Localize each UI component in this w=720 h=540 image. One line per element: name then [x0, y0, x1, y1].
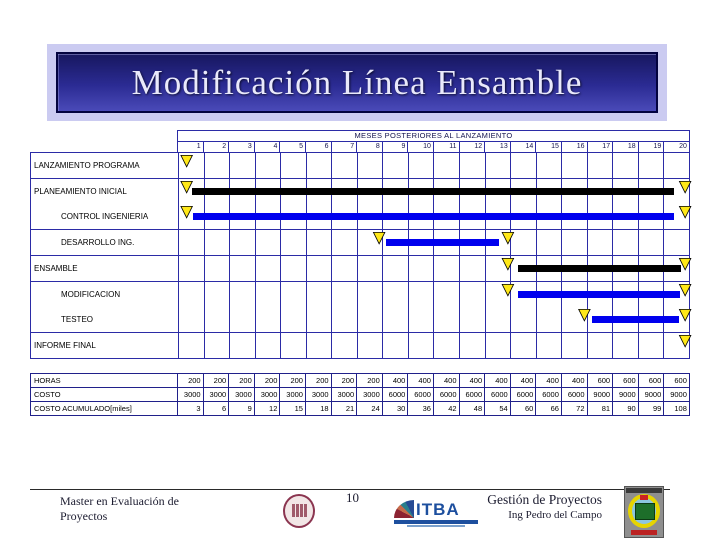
cost-cell: 42: [434, 402, 460, 415]
task-labels: [31, 230, 179, 255]
month-tick: 4: [255, 142, 281, 152]
milestone-icon: ▼: [679, 280, 691, 298]
cost-cell: 9000: [670, 390, 687, 399]
footer-instructor: Ing Pedro del Campo: [508, 509, 602, 521]
cost-cell: 81: [588, 402, 614, 415]
grid-cell: [281, 179, 307, 229]
grid-cell: [486, 333, 512, 358]
emblem-top-strip: [626, 488, 662, 493]
grid-cell: [358, 179, 384, 229]
cost-cell: 18: [306, 402, 332, 415]
cost-cell: 3000: [178, 388, 204, 401]
month-tick: 10: [408, 142, 434, 152]
emblem-red-crest: [640, 495, 648, 500]
cost-cell: 200: [255, 374, 281, 387]
cost-cell: 48: [460, 402, 486, 415]
grid-cell: [409, 179, 435, 229]
grid-cell: [179, 333, 205, 358]
grid-cell: [281, 333, 307, 358]
month-tick: 17: [588, 142, 614, 152]
cost-cell: 6000: [511, 388, 537, 401]
cost-cell: 600: [588, 374, 614, 387]
cost-cell: 9000: [613, 388, 639, 401]
task-label: PLANEAMIENTO INICIAL: [34, 187, 127, 196]
footer-course-title-block: [470, 492, 602, 521]
gantt-chart: [30, 130, 690, 359]
grid-cell: [434, 179, 460, 229]
grid-cell: [511, 153, 537, 178]
month-tick: 13: [485, 142, 511, 152]
grid-cell: [307, 230, 333, 255]
cost-cell: 60: [511, 402, 537, 415]
gantt-bands: [30, 152, 690, 359]
grid-cell: [562, 333, 588, 358]
grid-cell: [205, 179, 231, 229]
grid-cell: [460, 282, 486, 332]
cost-cell: 200: [204, 374, 230, 387]
cost-cell: 3000: [255, 388, 281, 401]
grid-cell: [537, 230, 563, 255]
task-labels: [31, 179, 179, 229]
task-labels: [31, 282, 179, 332]
cost-cell: 6000: [383, 388, 409, 401]
month-tick: 14: [511, 142, 537, 152]
cost-row: [31, 374, 689, 388]
cost-cell: 15: [280, 402, 306, 415]
cost-cell: 6: [204, 402, 230, 415]
grid-cell: [383, 333, 409, 358]
month-tick: 2: [204, 142, 230, 152]
month-tick: 19: [639, 142, 665, 152]
grid-cell: [562, 153, 588, 178]
footer-course: [60, 494, 179, 524]
grid-cell: [613, 282, 639, 332]
gantt-band: [31, 179, 689, 230]
cost-cell: 6000: [434, 388, 460, 401]
grid-cell: [613, 230, 639, 255]
gantt-band: [31, 333, 689, 358]
grid-cell: [383, 282, 409, 332]
cost-cell: 400: [536, 374, 562, 387]
itba-fan-icon: [394, 500, 414, 518]
grid-cell: [562, 230, 588, 255]
task-label: LANZAMIENTO PROGRAMA: [34, 161, 140, 170]
cost-cell: 400: [408, 374, 434, 387]
university-seal-logo: [283, 494, 315, 528]
grid-cell: [205, 333, 231, 358]
grid-cell: [639, 230, 665, 255]
grid-cell: [307, 282, 333, 332]
grid-cell: [358, 153, 384, 178]
grid-cell: [588, 282, 614, 332]
grid-cell: [486, 153, 512, 178]
milestone-icon: ▼: [180, 151, 193, 169]
task-label: INFORME FINAL: [34, 341, 96, 350]
title-banner-inner: [56, 52, 658, 113]
grid-cell: [664, 230, 689, 255]
task-label: ENSAMBLE: [34, 264, 78, 273]
grid-cell: [613, 153, 639, 178]
milestone-icon: ▼: [502, 228, 514, 246]
grid-cell: [613, 333, 639, 358]
grid-cell: [281, 256, 307, 281]
grid-cell: [562, 179, 588, 229]
month-tick: 18: [613, 142, 639, 152]
grid-cell: [230, 333, 256, 358]
grid-cell: [383, 256, 409, 281]
cost-cell: 400: [434, 374, 460, 387]
grid-cell: [511, 333, 537, 358]
itba-tagline-strip2: [407, 525, 466, 527]
cost-cell: 200: [332, 374, 358, 387]
task-labels: [31, 153, 179, 178]
grid-cell: [486, 179, 512, 229]
month-tick: 8: [357, 142, 383, 152]
cost-cell: 6000: [485, 388, 511, 401]
grid-cell: [537, 153, 563, 178]
grid-cell: [230, 282, 256, 332]
gantt-plot-band: [179, 179, 689, 229]
gantt-bar: [193, 213, 674, 220]
gantt-plot-band: [179, 333, 689, 358]
page-number: 10: [346, 490, 359, 505]
grid-cell: [639, 179, 665, 229]
cost-cell: 3: [178, 402, 204, 415]
grid-cell: [256, 179, 282, 229]
grid-cell: [256, 230, 282, 255]
grid-cell: [230, 230, 256, 255]
grid-cell: [537, 333, 563, 358]
grid-cell: [307, 153, 333, 178]
grid-cell: [256, 282, 282, 332]
month-tick: 5: [280, 142, 306, 152]
cost-cell: 9: [229, 402, 255, 415]
grid-cell: [613, 179, 639, 229]
task-label: TESTEO: [61, 315, 94, 324]
month-tick: 20: [679, 143, 687, 150]
cost-cell: 6000: [460, 388, 486, 401]
grid-cell: [434, 153, 460, 178]
cost-cell: 3000: [306, 388, 332, 401]
grid-cell: [332, 230, 358, 255]
milestone-icon: ▼: [502, 280, 514, 298]
cost-cell: 6000: [562, 388, 588, 401]
grid-cell: [383, 179, 409, 229]
footer-course-line1: Master en Evaluación de: [60, 494, 179, 508]
cost-cell: 400: [383, 374, 409, 387]
grid-cell: [460, 333, 486, 358]
cost-cell: 3000: [280, 388, 306, 401]
grid-cell: [332, 256, 358, 281]
month-tick: 6: [306, 142, 332, 152]
grid-cell: [639, 153, 665, 178]
cost-cell: 6000: [408, 388, 434, 401]
grid-cell: [588, 333, 614, 358]
emblem-green-center: [635, 503, 655, 520]
itba-tagline-strip: [394, 520, 478, 524]
cost-cell: 99: [639, 402, 665, 415]
grid-cell: [332, 153, 358, 178]
task-labels: [31, 256, 179, 281]
cost-cell: 66: [536, 402, 562, 415]
page-title: Modificación Línea Ensamble: [131, 62, 583, 102]
grid-cell: [256, 153, 282, 178]
grid-cell: [409, 282, 435, 332]
grid-cell: [205, 153, 231, 178]
cost-cell: 24: [357, 402, 383, 415]
footer-course-title: Gestión de Proyectos: [487, 492, 602, 507]
grid-cell: [332, 282, 358, 332]
gantt-plot-band: [179, 230, 689, 255]
cost-cell: 12: [255, 402, 281, 415]
grid-cell: [588, 153, 614, 178]
task-label: MODIFICACION: [61, 290, 121, 299]
cost-cell: 6000: [536, 388, 562, 401]
month-tick: 15: [536, 142, 562, 152]
milestone-icon: ▼: [679, 254, 691, 272]
grid-cell: [588, 230, 614, 255]
gantt-band: [31, 153, 689, 179]
month-tick: 12: [460, 142, 486, 152]
milestone-icon: ▼: [180, 202, 193, 220]
cost-cell: 400: [562, 374, 588, 387]
cost-cell: 3000: [332, 388, 358, 401]
cost-cell: 3000: [357, 388, 383, 401]
grid-cell: [409, 153, 435, 178]
grid-lines: [179, 333, 689, 358]
grid-cell: [434, 256, 460, 281]
cost-cell: 600: [674, 376, 687, 385]
gantt-band: [31, 230, 689, 256]
title-banner: [47, 44, 667, 121]
month-tick: 1: [178, 142, 204, 152]
gantt-band: [31, 256, 689, 282]
cost-cell: 9000: [639, 388, 665, 401]
cost-cell: 400: [511, 374, 537, 387]
grid-cell: [332, 179, 358, 229]
cost-row-label: HORAS: [31, 374, 178, 387]
months-header-label: MESES POSTERIORES AL LANZAMIENTO: [177, 130, 690, 142]
grid-cell: [434, 282, 460, 332]
cost-cell: 54: [485, 402, 511, 415]
month-tick: 9: [383, 142, 409, 152]
cost-cell: 108: [674, 404, 687, 413]
grid-cell: [307, 333, 333, 358]
grid-cell: [664, 153, 689, 178]
seal-columns-icon: [285, 504, 313, 517]
grid-cell: [256, 333, 282, 358]
grid-cell: [230, 179, 256, 229]
task-labels: [31, 333, 179, 358]
gantt-bar: [592, 316, 679, 323]
grid-cell: [230, 256, 256, 281]
grid-cell: [205, 282, 231, 332]
grid-cell: [358, 333, 384, 358]
grid-cell: [537, 179, 563, 229]
grid-cell: [511, 179, 537, 229]
emblem-red-strip: [631, 530, 657, 535]
milestone-icon: ▼: [679, 305, 691, 323]
grid-cell: [179, 230, 205, 255]
cost-cell: 21: [332, 402, 358, 415]
footer-course-line2: Proyectos: [60, 509, 108, 523]
month-tick: 7: [332, 142, 358, 152]
cost-table: [30, 373, 690, 416]
grid-cell: [434, 333, 460, 358]
gantt-plot-band: [179, 153, 689, 178]
cost-cell: 200: [280, 374, 306, 387]
cost-row: [31, 388, 689, 402]
program-emblem-logo: [624, 486, 664, 538]
cost-cell: 200: [178, 374, 204, 387]
cost-row-label: COSTO ACUMULADO[miles]: [31, 402, 178, 415]
cost-cell: 9000: [588, 388, 614, 401]
grid-cell: [511, 282, 537, 332]
milestone-icon: ▼: [679, 331, 691, 349]
cost-cell: 90: [613, 402, 639, 415]
grid-lines: [179, 282, 689, 332]
grid-cell: [537, 282, 563, 332]
cost-cell: 600: [639, 374, 665, 387]
grid-cell: [358, 282, 384, 332]
grid-cell: [358, 256, 384, 281]
gantt-header: [177, 130, 690, 152]
grid-cell: [281, 282, 307, 332]
cost-cell: 200: [229, 374, 255, 387]
grid-lines: [179, 153, 689, 178]
month-tick: 16: [562, 142, 588, 152]
grid-cell: [205, 230, 231, 255]
gantt-band: [31, 282, 689, 333]
gantt-plot-band: [179, 256, 689, 281]
milestone-icon: ▼: [502, 254, 514, 272]
milestone-icon: ▼: [578, 305, 591, 323]
grid-cell: [639, 282, 665, 332]
grid-cell: [460, 179, 486, 229]
gantt-bar: [192, 188, 674, 195]
gantt-bar: [386, 239, 499, 246]
grid-cell: [179, 282, 205, 332]
grid-cell: [639, 333, 665, 358]
grid-cell: [205, 256, 231, 281]
milestone-icon: ▼: [679, 202, 691, 220]
cost-cell: 400: [460, 374, 486, 387]
grid-cell: [332, 333, 358, 358]
grid-cell: [307, 179, 333, 229]
cost-cell: 3000: [229, 388, 255, 401]
grid-cell: [460, 153, 486, 178]
cost-cell: 36: [408, 402, 434, 415]
task-label: CONTROL INGENIERIA: [61, 212, 149, 221]
task-label: DESARROLLO ING.: [61, 238, 135, 247]
cost-cell: 3000: [204, 388, 230, 401]
gantt-bar: [518, 291, 680, 298]
grid-cell: [281, 153, 307, 178]
cost-cell: 72: [562, 402, 588, 415]
cost-cell: 400: [485, 374, 511, 387]
grid-cell: [383, 153, 409, 178]
gantt-plot-band: [179, 282, 689, 332]
cost-cell: 600: [613, 374, 639, 387]
grid-cell: [409, 256, 435, 281]
itba-logo-text: ITBA: [416, 500, 460, 519]
grid-cell: [281, 230, 307, 255]
month-tick: 3: [229, 142, 255, 152]
cost-cell: 200: [357, 374, 383, 387]
grid-lines: [179, 179, 689, 229]
itba-logo: [394, 500, 478, 527]
grid-cell: [588, 179, 614, 229]
milestone-icon: ▼: [180, 177, 193, 195]
grid-cell: [460, 256, 486, 281]
grid-cell: [409, 333, 435, 358]
cost-cell: 30: [383, 402, 409, 415]
grid-cell: [179, 256, 205, 281]
milestone-icon: ▼: [679, 177, 691, 195]
month-tick: 11: [434, 142, 460, 152]
cost-cell: 200: [306, 374, 332, 387]
grid-cell: [511, 230, 537, 255]
cost-row-label: COSTO: [31, 388, 178, 401]
milestone-icon: ▼: [373, 228, 385, 246]
gantt-bar: [518, 265, 681, 272]
grid-cell: [230, 153, 256, 178]
cost-row: [31, 402, 689, 415]
month-numbers-row: [177, 142, 690, 152]
grid-cell: [307, 256, 333, 281]
grid-cell: [256, 256, 282, 281]
